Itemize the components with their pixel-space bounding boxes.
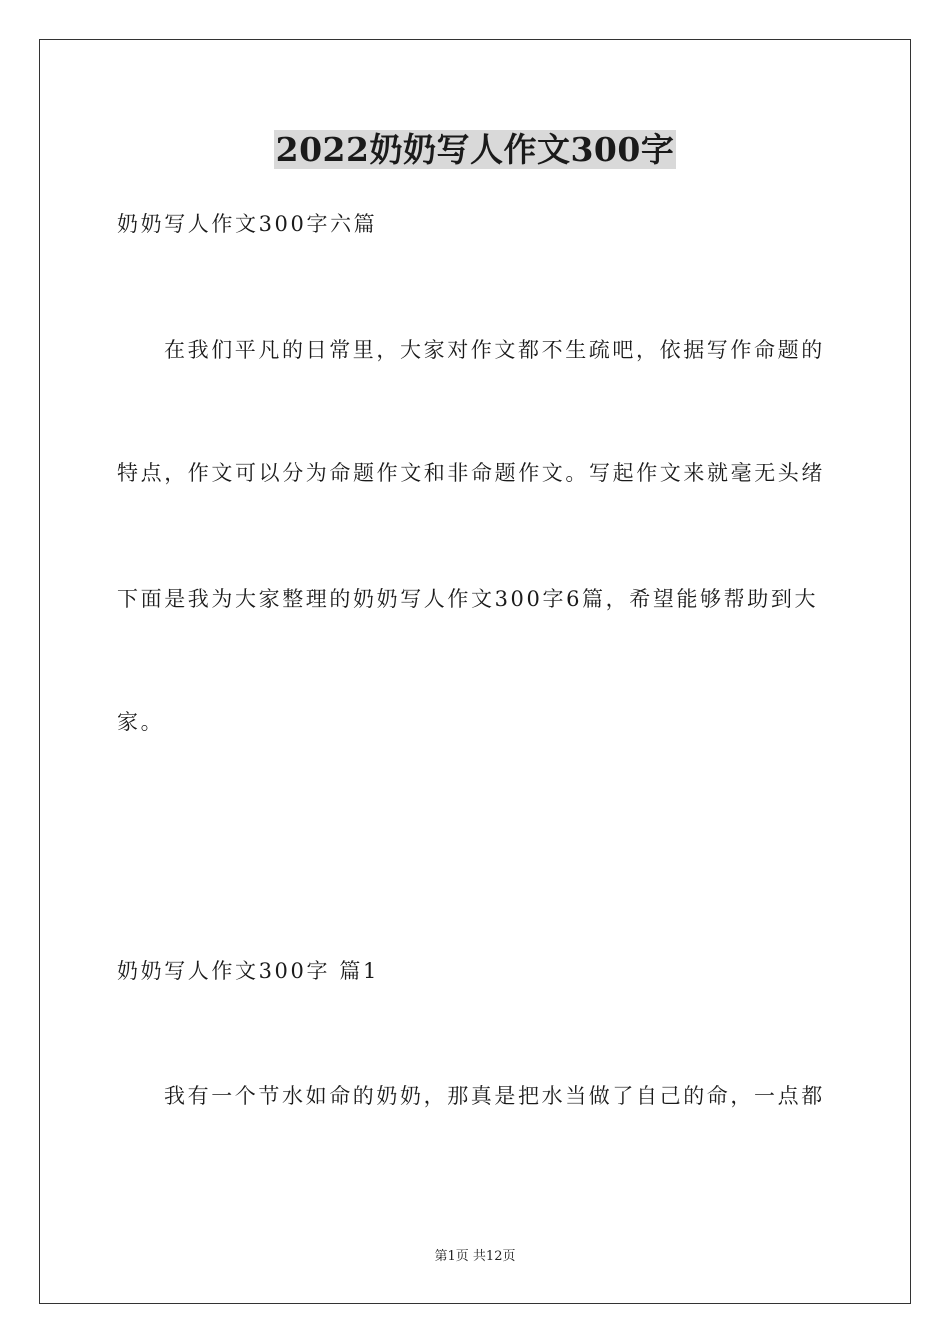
document-title [0,128,950,172]
paragraph-line: 我有一个节水如命的奶奶，那真是把水当做了自己的命，一点都 [164,1084,825,1108]
page-number-footer: 第1页 共12页 [434,1249,516,1264]
subtitle-line: 奶奶写人作文300字六篇 [117,212,378,236]
document-title-text: 2022奶奶写人作文300字 [275,130,675,169]
paragraph-line: 下面是我为大家整理的奶奶写人作文300字6篇，希望能够帮助到大 [117,587,819,611]
section-heading: 奶奶写人作文300字 篇1 [117,959,379,983]
paragraph-line: 在我们平凡的日常里，大家对作文都不生疏吧，依据写作命题的 [164,338,825,362]
paragraph-line: 特点，作文可以分为命题作文和非命题作文。写起作文来就毫无头绪 [117,461,825,485]
paragraph-line: 家。 [117,710,165,734]
